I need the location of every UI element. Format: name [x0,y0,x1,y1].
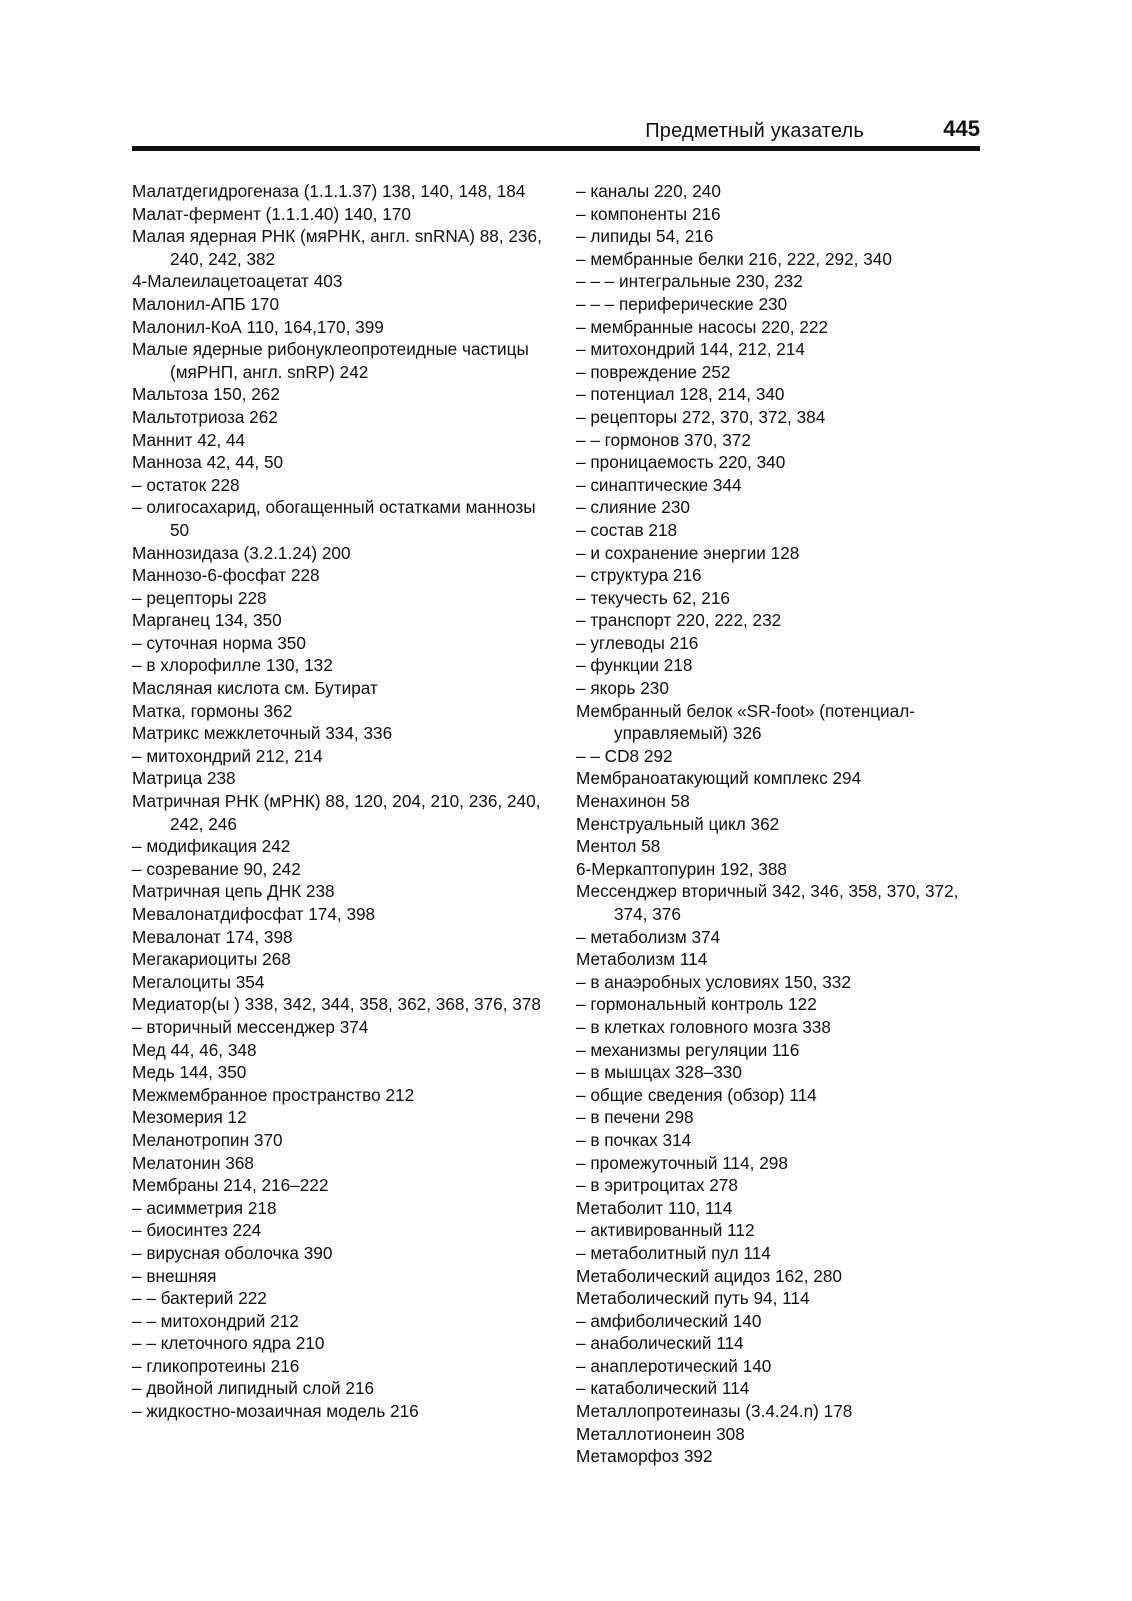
index-entry: – транспорт 220, 222, 232 [576,610,782,631]
index-entry: Мембраны 214, 216–222 [132,1175,329,1196]
index-entry: Меланотропин 370 [132,1129,283,1150]
index-entry: Матричная цепь ДНК 238 [132,881,335,902]
index-entry: – промежуточный 114, 298 [576,1152,788,1173]
index-entry: – – CD8 292 [576,745,673,766]
index-entry: – в печени 298 [576,1107,694,1128]
index-entry: Маннозо-6-фосфат 228 [132,565,320,586]
index-entry: – асимметрия 218 [132,1197,277,1218]
index-entry: – созревание 90, 242 [132,858,301,879]
index-column-right [576,180,986,1468]
index-entry: Манноза 42, 44, 50 [132,452,284,473]
index-entry: – внешняя [132,1265,217,1286]
index-entry: – в анаэробных условиях 150, 332 [576,971,851,992]
index-entry: Металлопротеиназы (3.4.24.n) 178 [576,1401,853,1422]
index-entry: Мембраноатакующий комплекс 294 [576,768,862,789]
index-entry: Метаболит 110, 114 [576,1197,733,1218]
index-entry: Маннит 42, 44 [132,429,246,450]
index-entry: Мезомерия 12 [132,1107,247,1128]
index-entry: Мегакариоциты 268 [132,949,291,970]
index-entry: – – клеточного ядра 210 [132,1333,325,1354]
index-entry: – рецепторы 228 [132,587,267,608]
index-entry: – мембранные насосы 220, 222 [576,316,828,337]
index-entry: Мевалонат 174, 398 [132,926,293,947]
index-entry: Метаморфоз 392 [576,1446,713,1467]
index-entry: – метаболизм 374 [576,926,721,947]
index-entry: Метаболический ацидоз 162, 280 [576,1265,842,1286]
index-column-left [132,180,542,1423]
index-entry: – – бактерий 222 [132,1288,267,1309]
index-entry: Матричная РНК (мРНК) 88, 120, 204, 210, 236, 240, 242, 246 [132,791,541,834]
index-entry: – анаболический 114 [576,1333,744,1354]
index-entry: – общие сведения (обзор) 114 [576,1084,817,1105]
index-entry: 6-Меркаптопурин 192, 388 [576,858,787,879]
index-entry: – слияние 230 [576,497,690,518]
index-entry: – анаплеротический 140 [576,1355,772,1376]
index-entry: Медиатор(ы ) 338, 342, 344, 358, 362, 368, 376, 378 [132,994,541,1015]
index-entry: – двойной липидный слой 216 [132,1378,375,1399]
index-entry: Мелатонин 368 [132,1152,254,1173]
index-entry: – якорь 230 [576,678,669,699]
index-entry: Матка, гормоны 362 [132,700,293,721]
index-entry: – олигосахарид, обогащенный остатками маннозы 50 [132,497,536,540]
index-entry: – остаток 228 [132,474,240,495]
index-entry: Малатдегидрогеназа (1.1.1.37) 138, 140, 148, 184 [132,181,526,201]
index-entry: – – гормонов 370, 372 [576,429,751,450]
index-entry: – – митохондрий 212 [132,1310,299,1331]
index-entry: – гликопротеины 216 [132,1355,300,1376]
index-entry: – гормональный контроль 122 [576,994,817,1015]
index-entry: – – – периферические 230 [576,293,788,314]
index-entry: Малат-фермент (1.1.1.40) 140, 170 [132,203,411,224]
index-entry: Матрица 238 [132,768,236,789]
index-entry: Малонил-КоА 110, 164,170, 399 [132,316,384,337]
index-entry: – вирусная оболочка 390 [132,1242,333,1263]
index-entry: – вторичный мессенджер 374 [132,1016,369,1037]
index-entry: – биосинтез 224 [132,1220,262,1241]
index-entry: – – – интегральные 230, 232 [576,271,803,292]
index-entry: – структура 216 [576,565,702,586]
index-entry: – углеводы 216 [576,632,699,653]
page-number: 445 [943,116,980,141]
index-entry: Мембранный белок «SR-foot» (потенциал-управляемый) 326 [576,700,915,744]
index-entry: – каналы 220, 240 [576,181,721,201]
index-entry: – модификация 242 [132,836,291,857]
index-entry: – проницаемость 220, 340 [576,452,786,473]
index-entry: – катаболический 114 [576,1378,750,1399]
index-entry: – компоненты 216 [576,203,721,224]
index-entry: Мессенджер вторичный 342, 346, 358, 370, 372, 374, 376 [576,881,959,924]
index-entry: – повреждение 252 [576,361,731,382]
index-entry: – в почках 314 [576,1129,692,1150]
index-entry: Метаболический путь 94, 114 [576,1288,810,1309]
index-entry: Мальтоза 150, 262 [132,384,280,405]
index-entry: Марганец 134, 350 [132,610,282,631]
index-entry: – состав 218 [576,519,678,540]
index-entry: – в клетках головного мозга 338 [576,1016,831,1037]
index-entry: Матрикс межклеточный 334, 336 [132,723,393,744]
index-entry: Менахинон 58 [576,791,690,812]
index-entry: – активированный 112 [576,1220,755,1241]
index-entry: – жидкостно-мозаичная модель 216 [132,1401,419,1422]
index-entry: Малые ядерные рибонуклеопротеидные частицы (мяРНП, англ. snRP) 242 [132,339,529,382]
index-entry: – в эритроцитах 278 [576,1175,738,1196]
running-title: Предметный указатель [645,120,864,142]
index-entry: – потенциал 128, 214, 340 [576,384,785,405]
index-entry: – текучесть 62, 216 [576,587,730,608]
index-entry: – и сохранение энергии 128 [576,542,800,563]
index-entry: – рецепторы 272, 370, 372, 384 [576,406,826,427]
index-entry: – митохондрий 144, 212, 214 [576,339,805,360]
index-entry: Мальтотриоза 262 [132,406,278,427]
index-entry: – метаболитный пул 114 [576,1242,771,1263]
index-entry: – липиды 54, 216 [576,226,714,247]
index-entry: Масляная кислота см. Бутират [132,678,378,699]
index-entry: Метаболизм 114 [576,949,708,970]
index-entry: – амфиболический 140 [576,1310,762,1331]
header-rule [132,146,980,151]
index-entry: Межмембранное пространство 212 [132,1084,415,1105]
index-entry: – функции 218 [576,655,693,676]
index-entry: – мембранные белки 216, 222, 292, 340 [576,248,892,269]
index-entry: – митохондрий 212, 214 [132,745,323,766]
index-entry: – механизмы регуляции 116 [576,1039,800,1060]
index-entry: 4-Малеилацетоацетат 403 [132,271,343,292]
page-header [132,116,980,156]
index-entry: Медь 144, 350 [132,1062,247,1083]
index-entry: Менструальный цикл 362 [576,813,780,834]
index-entry: Малонил-АПБ 170 [132,293,280,314]
index-entry: Мед 44, 46, 348 [132,1039,257,1060]
index-entry: – в мышцах 328–330 [576,1062,742,1083]
index-entry: – синаптические 344 [576,474,742,495]
index-entry: Маннозидаза (3.2.1.24) 200 [132,542,351,563]
index-entry: Ментол 58 [576,836,661,857]
index-entry: – в хлорофилле 130, 132 [132,655,333,676]
index-entry: Мевалонатдифосфат 174, 398 [132,904,376,924]
index-entry: – суточная норма 350 [132,632,306,653]
index-entry: Металлотионеин 308 [576,1423,745,1444]
index-entry: Мегалоциты 354 [132,971,265,992]
index-entry: Малая ядерная РНК (мяРНК, англ. snRNA) 88, 236, 240, 242, 382 [132,226,542,269]
